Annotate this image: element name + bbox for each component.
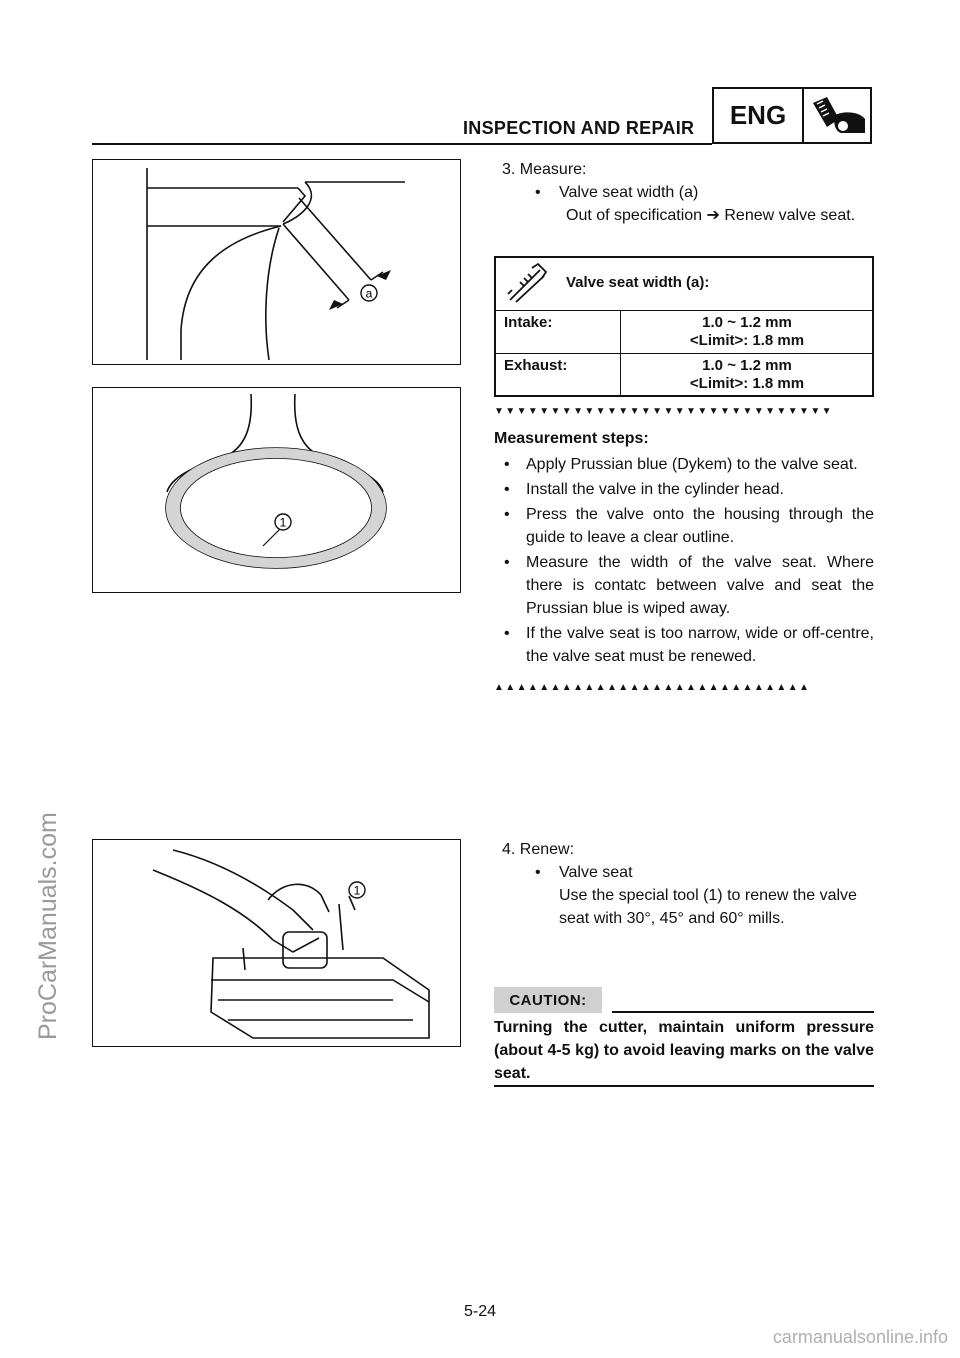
step-text: If the valve seat is too narrow, wide or off-centre, the valve seat must be renewed.: [526, 625, 874, 665]
bullet: •: [504, 506, 510, 523]
footer-watermark: carmanualsonline.info: [772, 1327, 948, 1347]
step-4-heading: 4. Renew:: [502, 841, 575, 858]
side-watermark: ProCarManuals.com: [34, 812, 62, 1040]
valve-outline-figure: [92, 387, 461, 593]
step-3-heading: 3. Measure:: [502, 161, 587, 178]
measurement-list: [504, 453, 874, 670]
step-text: Apply Prussian blue (Dykem) to the valve seat.: [526, 456, 858, 473]
step-3-item: Valve seat width (a): [559, 184, 699, 201]
valve-seat-spec-table: [494, 256, 874, 397]
step-4-bullet: •: [535, 864, 541, 881]
bullet: •: [504, 481, 510, 498]
spec-exhaust-range: 1.0 ~ 1.2 mm: [702, 357, 792, 374]
bullet: •: [504, 456, 510, 473]
spec-table-header: [496, 258, 872, 311]
callout-a: a: [365, 286, 373, 301]
step-4-item: Valve seat: [559, 864, 633, 881]
spec-exhaust-limit: <Limit>: 1.8 mm: [689, 375, 805, 392]
spec-table-title: Valve seat width (a):: [566, 274, 710, 291]
steps-end-marker: ▲▲▲▲▲▲▲▲▲▲▲▲▲▲▲▲▲▲▲▲▲▲▲▲▲▲▲▲: [494, 682, 811, 693]
step-4-note-1: Use the special tool (1) to renew the valve: [559, 887, 857, 904]
spec-value-intake: [622, 314, 872, 350]
list-item: [504, 622, 874, 668]
spec-label-exhaust: Exhaust:: [504, 357, 568, 374]
eng-badge: [712, 87, 872, 144]
spec-row-exhaust: [496, 354, 872, 396]
spec-value-exhaust: [622, 357, 872, 393]
measurement-heading: Measurement steps:: [494, 430, 649, 447]
caution-rule: [612, 1011, 874, 1013]
valve-seat-renew-figure: [92, 839, 461, 1047]
step-3-note: Out of specification ➔ Renew valve seat.: [566, 207, 856, 224]
step-text: Measure the width of the valve seat. Where there is contatc between valve and seat the Prussian blue is wiped away.: [526, 554, 874, 617]
spec-intake-range: 1.0 ~ 1.2 mm: [702, 314, 792, 331]
callout-1-fig3: 1: [353, 883, 361, 898]
valve-seat-width-figure: [92, 159, 461, 365]
caliper-icon: [502, 262, 552, 306]
bullet: •: [504, 554, 510, 571]
step-text: Install the valve in the cylinder head.: [526, 481, 784, 498]
step-3-bullet: •: [535, 184, 541, 201]
callout-1-fig2: 1: [279, 515, 287, 530]
caution-text: Turning the cutter, maintain uniform pressure (about 4-5 kg) to avoid leaving marks on the valve seat.: [494, 1019, 874, 1082]
step-text: Press the valve onto the housing through the guide to leave a clear outline.: [526, 506, 874, 546]
spec-divider: [620, 354, 621, 396]
list-item: [504, 453, 874, 476]
spec-row-intake: [496, 311, 872, 354]
list-item: [504, 551, 874, 620]
caution-label: CAUTION:: [494, 987, 602, 1013]
section-title: INSPECTION AND REPAIR: [463, 118, 695, 138]
spec-intake-limit: <Limit>: 1.8 mm: [689, 332, 805, 349]
steps-start-marker: ▼▼▼▼▼▼▼▼▼▼▼▼▼▼▼▼▼▼▼▼▼▼▼▼▼▼▼▼▼▼: [494, 406, 833, 417]
bullet: •: [504, 625, 510, 642]
engine-icon: [804, 89, 870, 142]
page-number: 5-24: [463, 1303, 497, 1320]
spec-label-intake: Intake:: [504, 314, 553, 331]
list-item: [504, 503, 874, 549]
step-4-note-2: seat with 30°, 45° and 60° mills.: [559, 910, 785, 927]
eng-label: ENG: [714, 89, 804, 142]
spec-divider: [620, 311, 621, 353]
caution-end-rule: [494, 1085, 874, 1087]
list-item: [504, 478, 874, 501]
header-rule: [92, 143, 712, 145]
